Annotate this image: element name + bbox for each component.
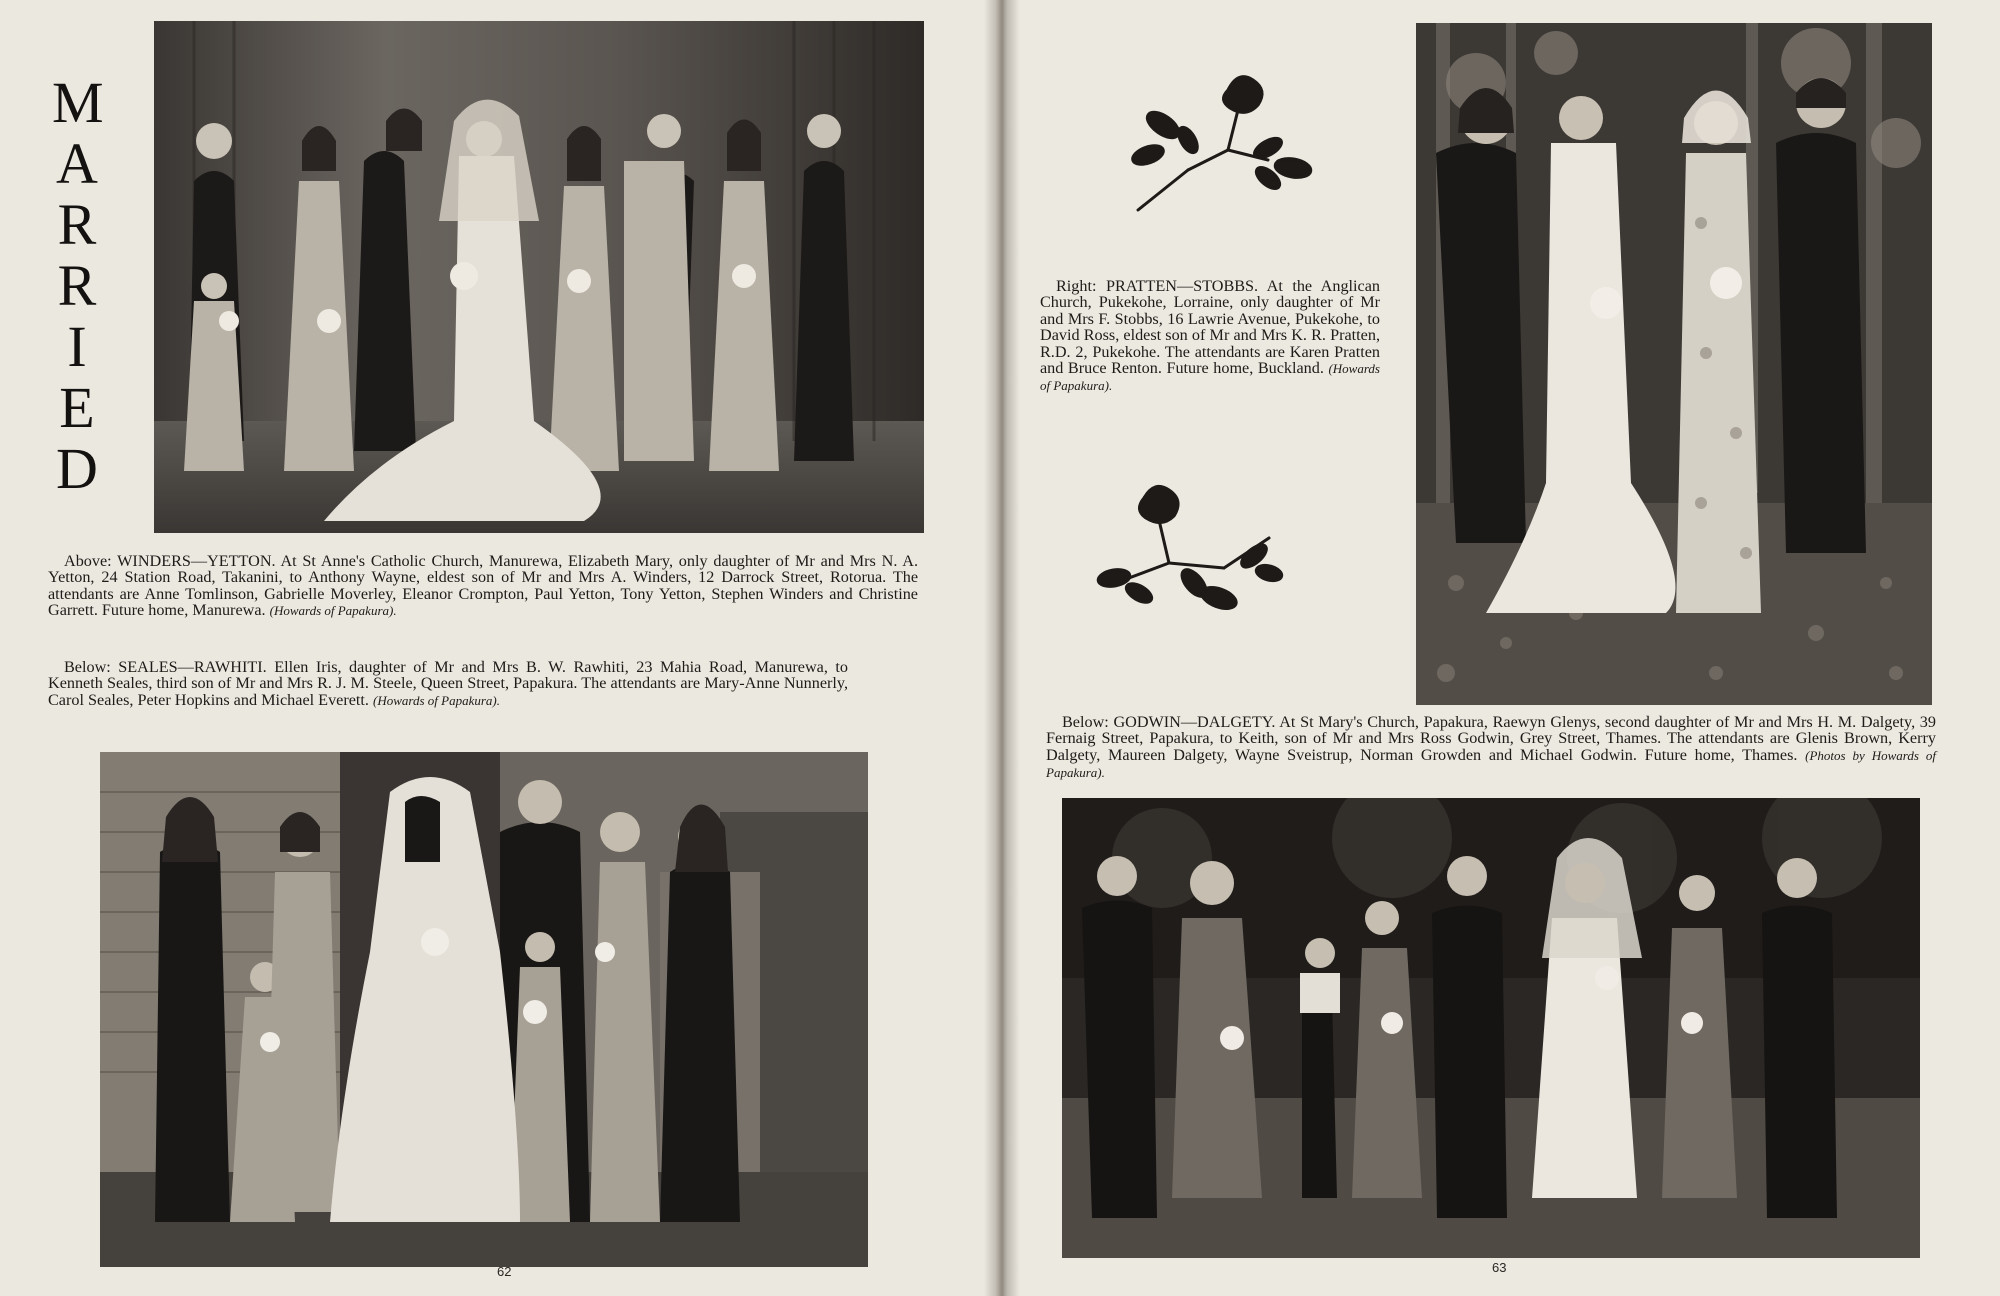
caption-text: Below: GODWIN—DALGETY. At St Mary's Church, Papakura, Raewyn Glenys, second daughter of Mr and Mrs H. M. Dalgety, 39 Fernaig Street, Papakura, to Keith, son of Mr and Mrs Ross Godwin, Grey Street, Thames. The attendants are Glenis Brown, Kerry Dalgety, Maureen Dalgety, Wayne Sveistrup, Norman Growden and Michael Godwin. Future home, Thames. [1046,713,1936,764]
page-right [1004,0,2000,1296]
caption-pratten-stobbs [1040,278,1380,395]
caption-text: Right: PRATTEN—STOBBS. At the Anglican Church, Pukekohe, Lorraine, only daughter of Mr and Mrs F. Stobbs, 16 Lawrie Avenue, Pukekohe, to David Ross, eldest son of Mr and Mrs K. R. Pratten, R.D. 2, Pukekohe. The attendants are Karen Pratten and Bruce Renton. Future home, Buckland. [1040,277,1380,378]
page-number-right: 63 [1492,1260,1507,1275]
page-number-left: 62 [497,1264,512,1279]
title-letter: D [56,436,98,501]
photo-godwin-dalgety [1062,798,1920,1258]
title-letter: R [57,192,97,257]
photo-credit: (Howards of Papakura). [269,603,397,619]
studio-group-image [154,21,924,533]
photo-credit: (Howards of Papakura). [1040,361,1380,394]
title-letter: I [67,314,87,379]
title-letter: A [56,131,98,196]
church-group-image [100,752,868,1267]
rose-ornament-icon [1118,60,1318,230]
photo-credit: (Photos by Howards of Papakura). [1046,747,1936,781]
title-letter: M [52,70,104,135]
married-title [52,72,102,499]
title-letter: E [59,375,95,440]
lawn-group-image [1062,798,1920,1258]
caption-godwin-dalgety [1046,714,1936,782]
page-left [0,0,996,1296]
caption-winders-yetton [48,553,918,620]
photo-credit: (Howards of Papakura). [373,692,501,708]
caption-text: Above: WINDERS—YETTON. At St Anne's Catholic Church, Manurewa, Elizabeth Mary, only daughter of Mr and Mrs N. A. Yetton, 24 Station Road, Takanini, to Anthony Wayne, eldest son of Mr and Mrs A. Winders, 12 Darrock Street, Rotorua. The attendants are Anne Tomlinson, Gabrielle Moverley, Eleanor Crompton, Paul Yetton, Tony Yetton, Stephen Winders and Christine Garrett. Future home, Manurewa. [48,552,918,620]
rose-ornament-icon [1084,478,1284,638]
caption-text: Below: SEALES—RAWHITI. Ellen Iris, daughter of Mr and Mrs B. W. Rawhiti, 23 Mahia Road, Manurewa, to Kenneth Seales, third son of Mr and Mrs R. J. M. Steele, Queen Street, Papakura. The attendants are Mary-Anne Nunnerly, Carol Seales, Peter Hopkins and Michael Everett. [48,658,848,709]
photo-seales-rawhiti [100,752,868,1267]
title-letter: R [57,253,97,318]
binding-gutter [984,0,1020,1296]
photo-pratten-stobbs [1416,23,1932,705]
photo-winders-yetton [154,21,924,533]
caption-seales-rawhiti [48,659,848,709]
garden-couple-image [1416,23,1932,705]
